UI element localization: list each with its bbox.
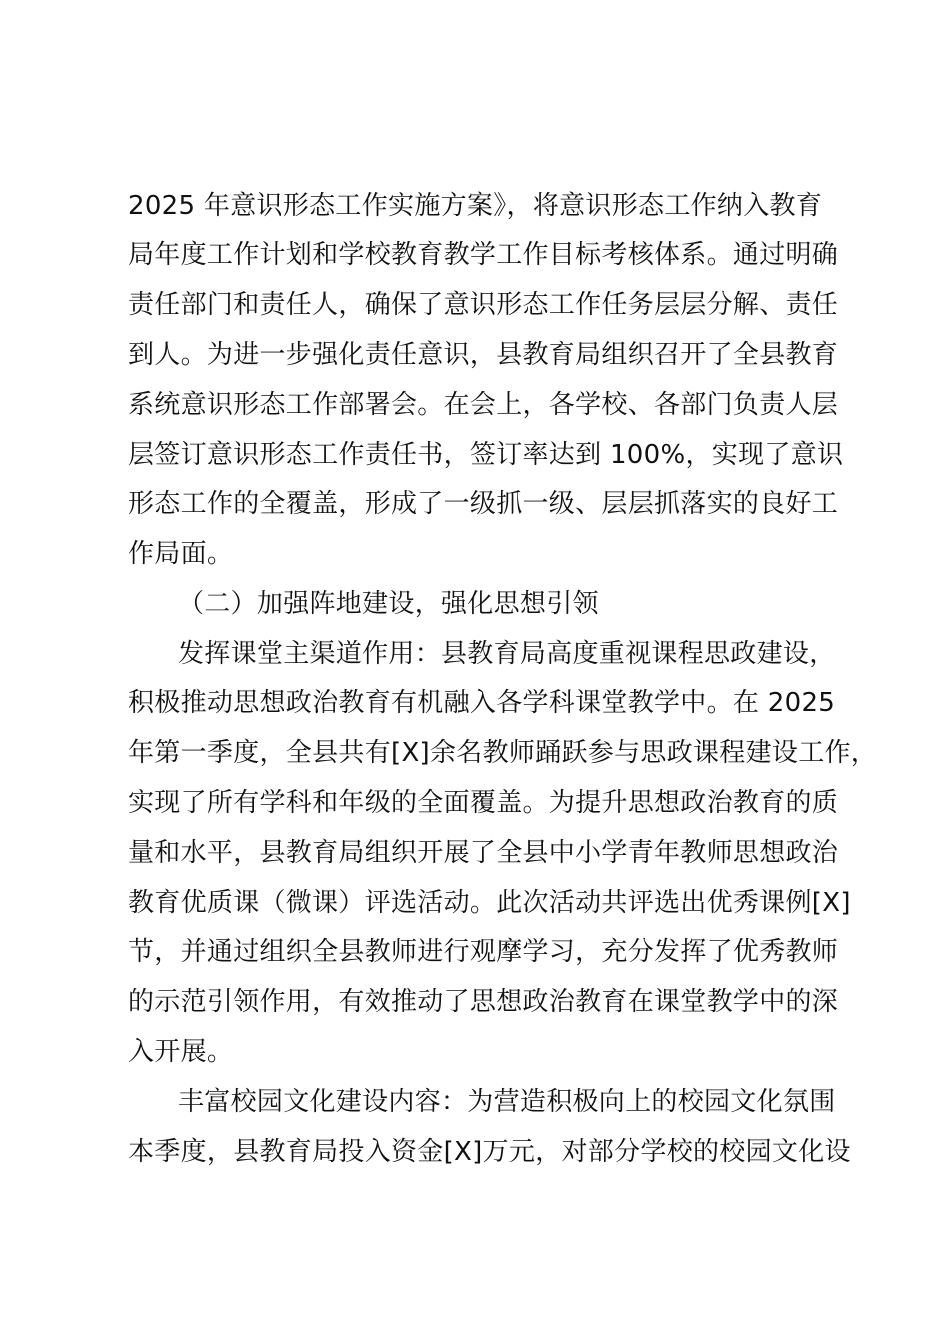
text-line: 量和水平，县教育局组织开展了全县中小学青年教师思想政治 <box>128 838 839 868</box>
text-line: 责任部门和责任人，确保了意识形态工作任务层层分解、责任 <box>128 290 839 320</box>
text-line: 层签订意识形态工作责任书，签订率达到 100%，实现了意识 <box>128 440 844 470</box>
text-line: 系统意识形态工作部署会。在会上，各学校、各部门负责人层 <box>128 390 839 420</box>
text-line: 作局面。 <box>128 539 234 569</box>
text-line: 丰富校园文化建设内容：为营造积极向上的校园文化氛围 <box>178 1087 836 1117</box>
text-line: 实现了所有学科和年级的全面覆盖。为提升思想政治教育的质 <box>128 788 839 818</box>
text-line: 2025 年意识形态工作实施方案》，将意识形态工作纳入教育 <box>128 191 823 221</box>
text-line: 入开展。 <box>128 1037 234 1067</box>
text-line: 发挥课堂主渠道作用：县教育局高度重视课程思政建设， <box>178 639 836 669</box>
section-heading: （二）加强阵地建设，强化思想引领 <box>178 589 599 619</box>
text-line: 年第一季度，全县共有[X]余名教师踊跃参与思政课程建设工作， <box>128 738 878 768</box>
text-line: 节，并通过组织全县教师进行观摩学习，充分发挥了优秀教师 <box>128 937 839 967</box>
text-line: 本季度，县教育局投入资金[X]万元，对部分学校的校园文化设 <box>128 1137 851 1167</box>
text-line: 教育优质课（微课）评选活动。此次活动共评选出优秀课例[X] <box>128 888 851 918</box>
text-line: 形态工作的全覆盖，形成了一级抓一级、层层抓落实的良好工 <box>128 489 839 519</box>
text-line: 到人。为进一步强化责任意识，县教育局组织召开了全县教育 <box>128 340 839 370</box>
text-line: 的示范引领作用，有效推动了思想政治教育在课堂教学中的深 <box>128 987 839 1017</box>
text-line: 积极推动思想政治教育有机融入各学科课堂教学中。在 2025 <box>128 688 836 718</box>
text-line: 局年度工作计划和学校教育教学工作目标考核体系。通过明确 <box>128 240 839 270</box>
